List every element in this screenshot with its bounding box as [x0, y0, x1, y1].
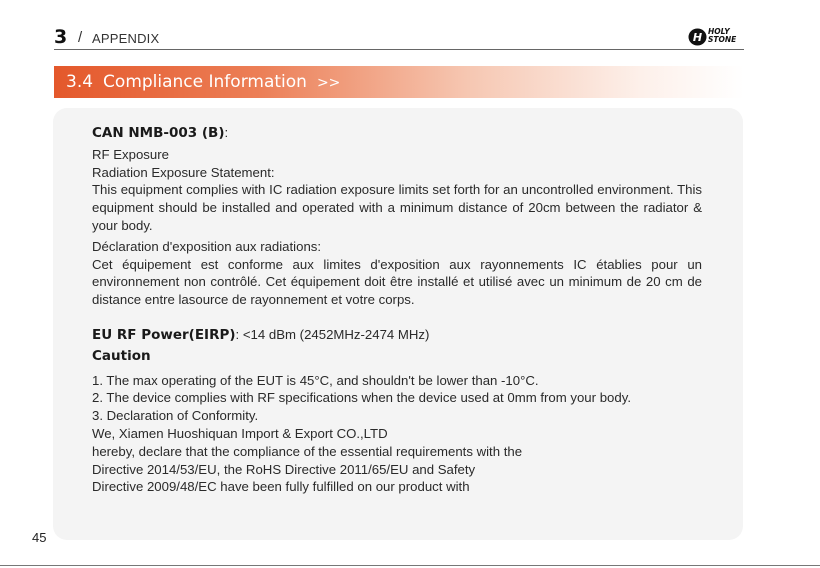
- section-number: 3.4: [66, 72, 94, 92]
- header-divider: [54, 49, 744, 50]
- caution-item: 2. The device complies with RF specifications when the device used at 0mm from your body.: [92, 390, 631, 406]
- eu-rf-power-value: : <14 dBm (2452MHz-2474 MHz): [235, 326, 430, 342]
- holy-stone-logo: [688, 27, 744, 47]
- compliance-content: [92, 124, 702, 496]
- conformity-line: Directive 2009/48/EC have been fully fulfilled on our product with: [92, 479, 470, 495]
- section-title-text: Compliance Information: [103, 72, 307, 92]
- conformity-line: Directive 2014/53/EU, the RoHS Directive 2011/65/EU and Safety: [92, 461, 476, 477]
- page-number: 45: [32, 530, 47, 545]
- conformity-line: hereby, declare that the compliance of the essential requirements with the: [92, 443, 523, 459]
- chevron-double-right-icon: >>: [316, 75, 341, 91]
- section-title-bar: [54, 66, 744, 98]
- rf-exposure-label: RF Exposure: [92, 146, 169, 162]
- logo-badge-icon: [688, 28, 707, 46]
- logo-line-1: HOLY: [708, 27, 730, 36]
- eu-rf-power-heading: EU RF Power(EIRP): [92, 326, 236, 343]
- section-title: [66, 71, 340, 94]
- can-heading: CAN NMB-003 (B): [92, 125, 225, 141]
- logo-wordmark: [708, 28, 736, 44]
- page-header: [54, 27, 744, 49]
- chapter-label: APPENDIX: [92, 31, 160, 46]
- logo-line-2: STONE: [708, 35, 737, 44]
- caution-item: 1. The max operating of the EUT is 45°C, and shouldn't be lower than -10°C.: [92, 372, 539, 388]
- caution-heading: Caution: [92, 347, 151, 364]
- caution-item: 3. Declaration of Conformity.: [92, 408, 259, 424]
- logo-mark: H: [692, 31, 703, 44]
- conformity-line: We, Xiamen Huoshiquan Import & Export CO.,LTD: [92, 425, 388, 441]
- radiation-statement-title: Radiation Exposure Statement:: [92, 164, 275, 180]
- radiation-statement-text: This equipment complies with IC radiation exposure limits set forth for an uncontrolled environment. This equipment should be installed and operated with a minimum distance of 20cm between the radiator & your body.: [92, 182, 702, 233]
- can-heading-suffix: :: [224, 125, 229, 140]
- declaration-text: Cet équipement est conforme aux limites d'exposition aux rayonnements IC établies pour un environnement non contrôlé. Cet équipement doit être installé et utilisé avec un minimum de 20 cm de distance entre lasource de rayonnement et votre corps.: [92, 256, 702, 308]
- footer-divider: [0, 565, 820, 566]
- breadcrumb-separator: /: [78, 29, 83, 46]
- declaration-title: Déclaration d'exposition aux radiations:: [92, 238, 322, 254]
- chapter-number: 3: [54, 26, 68, 48]
